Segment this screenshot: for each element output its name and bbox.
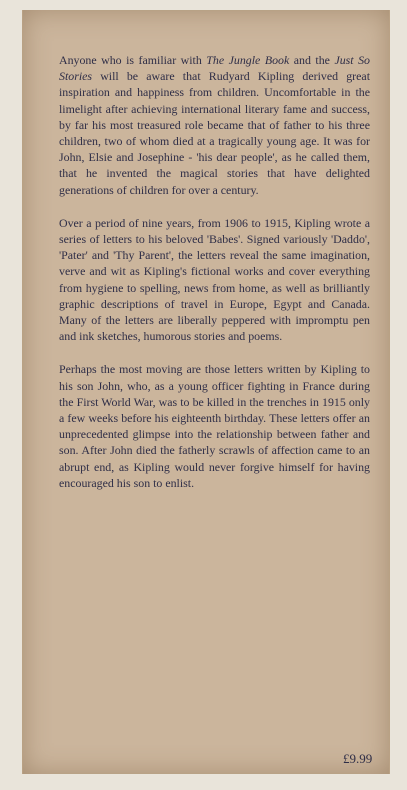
blurb-paragraph-3: Perhaps the most moving are those letters written by Kipling to his son John, who, as a young officer fighting in France during the First World War, was to be killed in the trenches in 1915 only a few weeks before his eighteenth birthday. These letters offer an unprecedented glimpse into the relationship between father and son. After John died the fatherly scrawls of affection came to an abrupt end, as Kipling would never forgive himself for having encouraged his son to enlist. [59, 362, 370, 490]
title-jungle-book: The Jungle Book [206, 53, 290, 67]
blurb-paragraph-2: Over a period of nine years, from 1906 to 1915, Kipling wrote a series of letters to his beloved 'Babes'. Signed variously 'Daddo', 'Pater' and 'Thy Parent', the letters reveal the same imagination, verve and wit as Kipling's fictional works and cover everything from hygiene to spelling, news from home, as well as brilliantly graphic descriptions of travel in Europe, Egypt and Canada. Many of the letters are liberally peppered with impromptu pen and ink sketches, humorous stories and poems. [59, 215, 370, 344]
book-back-cover [22, 10, 390, 774]
blurb-paragraph-1 [59, 52, 370, 198]
blurb-p1-intro: Anyone who is familiar with [59, 53, 207, 67]
blurb-p1-rest: will be aware that Rudyard Kipling derived great inspiration and happiness from children. Uncomfortable in the limelight after achieving international literary fame and success, by far his most treasured role became that of father to his three children, two of whom died at a tragically young age. It was for John, Elsie and Josephine - 'his dear people', as he called them, that he invented the magical stories that have delighted generations of children for over a century. [59, 69, 370, 197]
title-just-so-stories: Just So Stories [59, 53, 370, 84]
price-label: £9.99 [343, 751, 373, 766]
blurb-p1-and: and the [289, 53, 335, 67]
blurb-text [59, 52, 370, 508]
